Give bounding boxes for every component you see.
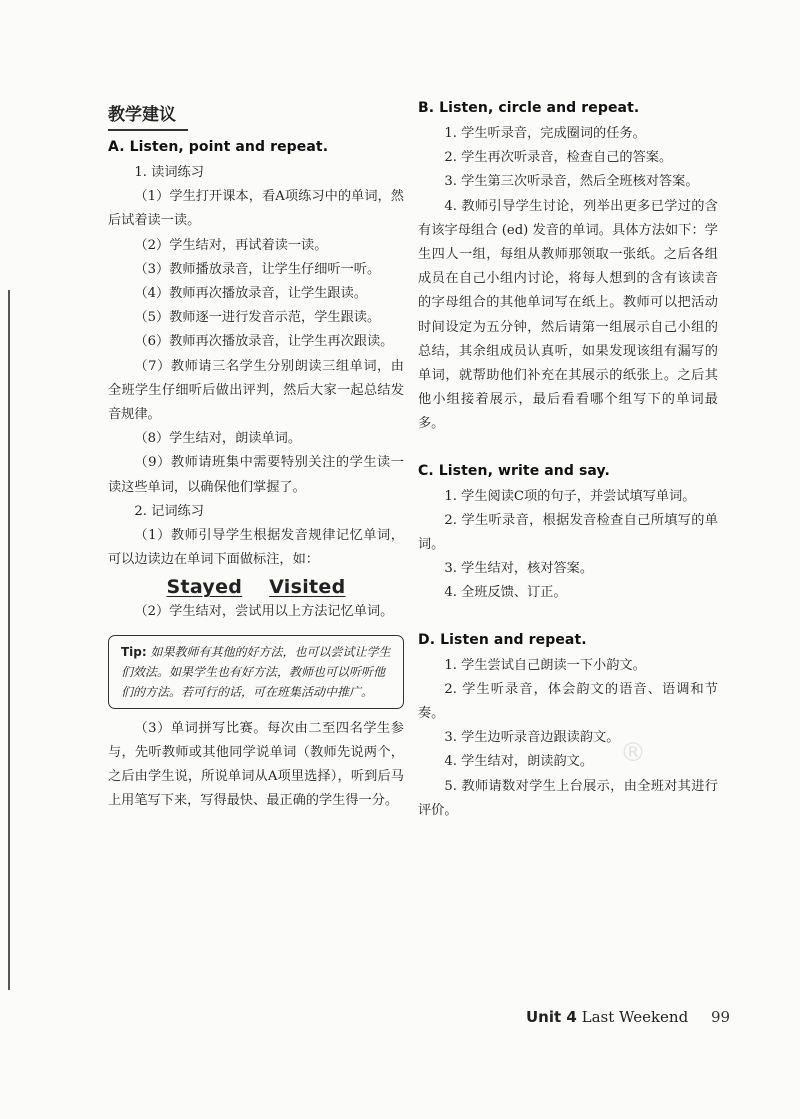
left-column — [108, 100, 404, 813]
part1-item: （2）学生结对，再试着读一读。 — [134, 237, 328, 253]
part2-item: （1）教师引导学生根据发音规律记忆单词，可以边读边在单词下面做标注，如： — [108, 528, 404, 568]
spacer — [418, 606, 718, 632]
section-b-item: 4. 教师引导学生讨论，列举出更多已学过的含有该字母组合 (ed) 发音的单词。具体方法如下：学生四人一组，每组从教师那领取一张纸。之后各组成员在自己小组内讨论，将每人想到的含有该读音的字母组合的其他单词写在纸上。教师可以把活动时间设定为五分钟，然后请第一组展示自己小组的总结，其余组成员认真听，如果发现该组有漏写的单词，就帮助他们补充在其展示的纸张上。之后其他小组接着展示，最后看看哪个组写下的单词最多。 — [418, 198, 718, 432]
part2-title: 2. 记词练习 — [134, 503, 204, 519]
teaching-suggestions-title: 教学建议 — [108, 105, 176, 125]
section-d-item: 1. 学生尝试自己朗读一下小韵文。 — [444, 657, 646, 673]
spacer — [418, 437, 718, 463]
section-b-item: 3. 学生第三次听录音，然后全班核对答案。 — [444, 174, 699, 190]
unit-label: Unit 4 — [526, 1008, 577, 1026]
section-d-item: 3. 学生边听录音边跟读韵文。 — [444, 730, 620, 746]
example-word-visited: Visited — [269, 576, 346, 599]
page-number: 99 — [710, 1008, 731, 1026]
section-d-item: 5. 教师请数对学生上台展示，由全班对其进行评价。 — [418, 778, 718, 818]
section-c-item: 1. 学生阅读C项的句子，并尝试填写单词。 — [444, 488, 696, 504]
margin-rule — [8, 290, 10, 990]
section-c-item: 3. 学生结对，核对答案。 — [444, 561, 594, 577]
section-a-heading: A. Listen, point and repeat. — [108, 139, 329, 155]
part2-item: （2）学生结对，尝试用以上方法记忆单词。 — [134, 604, 394, 620]
section-b-heading: B. Listen, circle and repeat. — [418, 100, 640, 116]
section-c-item: 4. 全班反馈、订正。 — [444, 585, 567, 601]
example-word-stayed: Stayed — [166, 576, 243, 599]
section-c-item: 2. 学生听录音，根据发音检查自己所填写的单词。 — [418, 512, 718, 553]
part1-item: （9）教师请班集中需要特别关注的学生读一读这些单词，以确保他们掌握了。 — [108, 455, 404, 495]
part1-item: （8）学生结对，朗读单词。 — [134, 431, 302, 447]
right-column — [418, 100, 718, 823]
part1-item: （1）学生打开课本，看A项练习中的单词，然后试着读一读。 — [108, 189, 404, 229]
section-b-item: 2. 学生再次听录音，检查自己的答案。 — [444, 150, 673, 166]
page-footer — [526, 1008, 730, 1026]
tip-label: Tip: — [121, 644, 147, 659]
section-c-heading: C. Listen, write and say. — [418, 462, 610, 479]
tip-text: 如果教师有其他的好方法，也可以尝试让学生们效法。如果学生也有好方法，教师也可以听听他们的方法。若可行的话，可在班集活动中推广。 — [121, 644, 391, 699]
part2-item: （3）单词拼写比赛。每次由二至四名学生参与，先听教师或其他同学说单词（教师先说两个，之后由学生说，所说单词从A项里选择），听到后马上用笔写下来，写得最快、最正确的学生得一分。 — [108, 720, 404, 809]
section-b-item: 1. 学生听录音，完成圈词的任务。 — [444, 126, 646, 141]
watermark: ® — [620, 738, 646, 768]
part1-item: （5）教师逐一进行发音示范，学生跟读。 — [134, 310, 381, 326]
part1-title: 1. 读词练习 — [134, 165, 204, 180]
part1-item: （7）教师请三名学生分别朗读三组单词，由全班学生仔细听后做出评判，然后大家一起总结发音规律。 — [108, 358, 404, 423]
tip-box — [108, 635, 404, 709]
section-d-heading: D. Listen and repeat. — [418, 631, 587, 648]
example-words — [108, 576, 404, 598]
section-d-item: 2. 学生听录音，体会韵文的语音、语调和节奏。 — [418, 681, 718, 722]
title-underline — [108, 129, 188, 131]
part1-item: （4）教师再次播放录音，让学生跟读。 — [134, 286, 367, 302]
part1-item: （3）教师播放录音，让学生仔细听一听。 — [134, 261, 381, 277]
lesson-title: Last Weekend — [581, 1008, 689, 1026]
part1-item: （6）教师再次播放录音，让学生再次跟读。 — [134, 334, 394, 350]
section-d-item: 4. 学生结对，朗读韵文。 — [444, 754, 594, 770]
